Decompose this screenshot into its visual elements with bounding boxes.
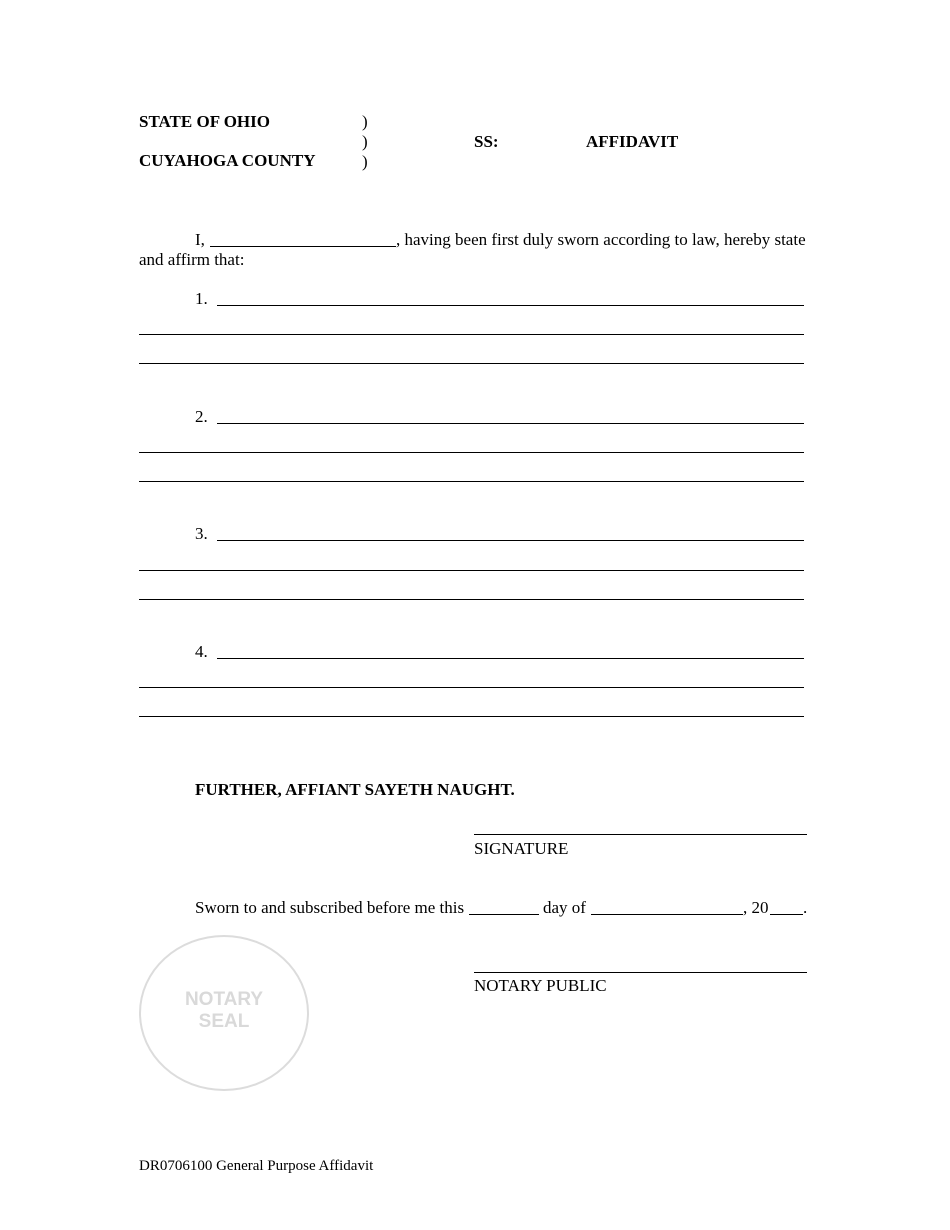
- item-number: 2.: [195, 407, 208, 426]
- item-3-line-2[interactable]: [139, 570, 804, 571]
- item-4-line-3[interactable]: [139, 716, 804, 717]
- item-3-line-3[interactable]: [139, 599, 804, 600]
- item-1-line-1[interactable]: [217, 305, 804, 306]
- item-4-line-2[interactable]: [139, 687, 804, 688]
- form-footer: DR0706100 General Purpose Affidavit: [139, 1158, 374, 1174]
- caption-paren-2: ): [362, 132, 368, 151]
- item-2-line-3[interactable]: [139, 481, 804, 482]
- notary-label: NOTARY PUBLIC: [474, 976, 607, 995]
- caption-paren-3: ): [362, 152, 368, 171]
- caption-paren-1: ): [362, 112, 368, 131]
- item-1-line-2[interactable]: [139, 334, 804, 335]
- county-label: CUYAHOGA COUNTY: [139, 151, 316, 170]
- document-title: AFFIDAVIT: [586, 132, 679, 151]
- sworn-month-blank[interactable]: [591, 914, 743, 915]
- seal-text-line-1: NOTARY: [184, 989, 264, 1010]
- sworn-day-blank[interactable]: [469, 914, 539, 915]
- sworn-day-of: day of: [543, 898, 586, 917]
- closing-statement: FURTHER, AFFIANT SAYETH NAUGHT.: [195, 780, 515, 799]
- item-number: 3.: [195, 524, 208, 543]
- notary-signature-line[interactable]: [474, 972, 807, 973]
- sworn-year-prefix: , 20: [743, 898, 769, 917]
- item-2-line-1[interactable]: [217, 423, 804, 424]
- sworn-year-blank[interactable]: [770, 914, 803, 915]
- item-2-line-2[interactable]: [139, 452, 804, 453]
- sworn-prefix: Sworn to and subscribed before me this: [195, 898, 465, 917]
- item-number: 4.: [195, 642, 208, 661]
- state-label: STATE OF OHIO: [139, 112, 270, 131]
- item-number: 1.: [195, 289, 208, 308]
- affiant-name-blank[interactable]: [210, 246, 396, 247]
- item-4-line-1[interactable]: [217, 658, 804, 659]
- item-1-line-3[interactable]: [139, 363, 804, 364]
- signature-line[interactable]: [474, 834, 807, 835]
- item-3-line-1[interactable]: [217, 540, 804, 541]
- notary-seal: [139, 935, 309, 1091]
- sworn-end: .: [803, 898, 808, 917]
- intro-prefix: I,: [195, 230, 205, 249]
- signature-label: SIGNATURE: [474, 839, 569, 858]
- intro-line-2: and affirm that:: [139, 250, 245, 269]
- seal-text-line-2: SEAL: [198, 1011, 250, 1032]
- ss-label: SS:: [474, 132, 499, 151]
- intro-suffix: , having been first duly sworn according to law, hereby state: [396, 230, 806, 249]
